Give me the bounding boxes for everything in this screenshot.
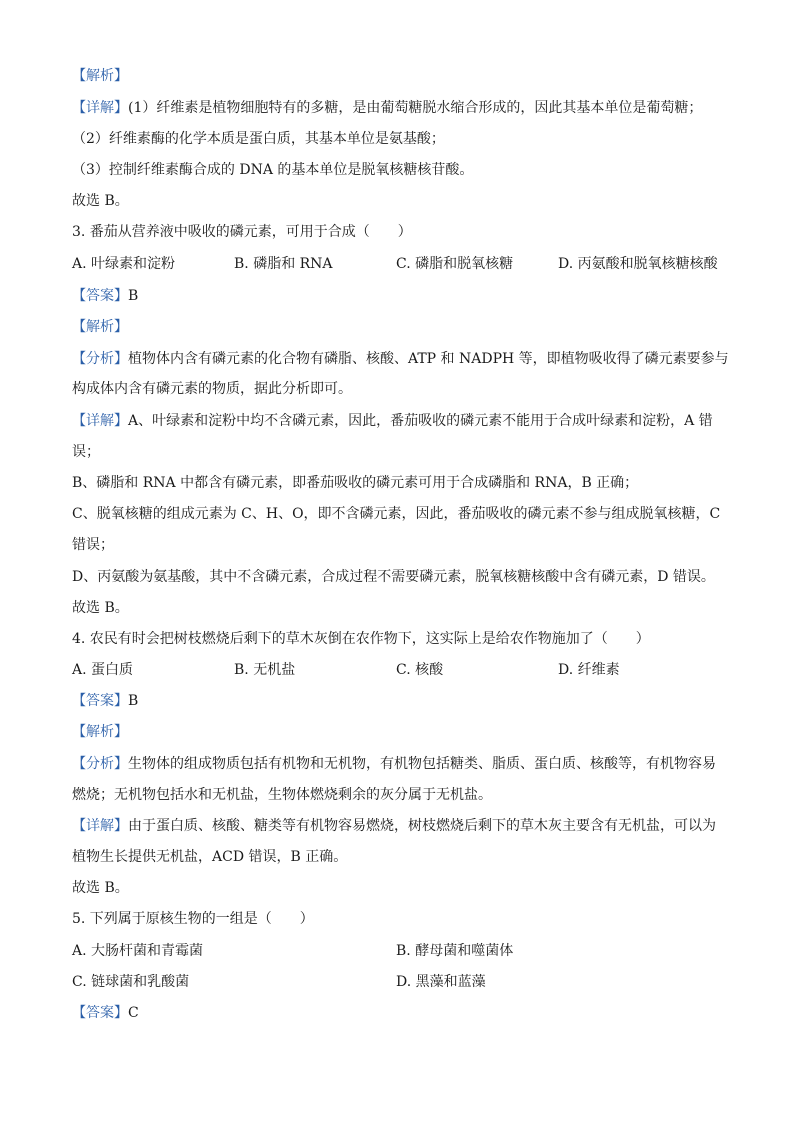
text-line <box>72 129 445 149</box>
text-line <box>72 286 138 306</box>
section-label: 【详解】 <box>72 413 128 429</box>
section-label: 【答案】 <box>72 693 128 709</box>
section-label: 【详解】 <box>72 818 128 834</box>
answer-option: D. 黑藻和蓝藻 <box>396 974 486 990</box>
line-text: 故选 B。 <box>72 880 129 896</box>
section-label: 【分析】 <box>72 351 128 367</box>
line-text: B <box>128 288 139 304</box>
line-text: 故选 B。 <box>72 600 129 616</box>
line-text: 植物体内含有磷元素的化合物有磷脂、核酸、ATP 和 NADPH 等，即植物吸收得了磷元素要参与 <box>128 351 729 367</box>
line-text: B、磷脂和 RNA 中都含有磷元素，即番茄吸收的磷元素可用于合成磷脂和 RNA，B 正确； <box>72 475 639 491</box>
line-text: D、丙氨酸为氨基酸，其中不含磷元素，合成过程不需要磷元素，脱氧核糖核酸中含有磷元素，D 错误。 <box>72 569 715 585</box>
answer-option: C. 链球菌和乳酸菌 <box>72 974 190 990</box>
text-line <box>72 473 638 493</box>
text-line <box>72 222 412 242</box>
answer-option: A. 蛋白质 <box>72 662 134 678</box>
line-text: 生物体的组成物质包括有机物和无机物，有机物包括糖类、脂质、蛋白质、核酸等，有机物容易 <box>128 756 716 772</box>
text-line <box>72 598 129 618</box>
text-line <box>72 816 716 836</box>
line-text: 故选 B。 <box>72 193 129 209</box>
line-text: 燃烧；无机物包括水和无机盐，生物体燃烧剩余的灰分属于无机盐。 <box>72 787 492 803</box>
answer-option: B. 磷脂和 RNA <box>234 256 333 272</box>
answer-option: B. 无机盐 <box>234 662 296 678</box>
text-line <box>72 878 129 898</box>
text-line <box>72 98 702 118</box>
line-text: 误； <box>72 444 100 460</box>
section-label: 【解析】 <box>72 68 128 84</box>
section-label: 【答案】 <box>72 1005 128 1021</box>
line-text: A、叶绿素和淀粉中均不含磷元素，因此，番茄吸收的磷元素不能用于合成叶绿素和淀粉，A 错 <box>128 413 713 429</box>
section-label: 【解析】 <box>72 319 128 335</box>
line-text: 由于蛋白质、核酸、糖类等有机物容易燃烧，树枝燃烧后剩下的草木灰主要含有无机盐，可以为 <box>128 818 716 834</box>
text-line <box>72 1003 139 1023</box>
text-line <box>72 160 473 180</box>
line-text: （3）控制纤维素酶合成的 DNA 的基本单位是脱氧核糖核苷酸。 <box>72 162 474 178</box>
text-line <box>72 379 352 399</box>
section-label: 【解析】 <box>72 724 128 740</box>
answer-option: D. 丙氨酸和脱氧核糖核酸 <box>558 256 718 272</box>
section-label: 【答案】 <box>72 288 128 304</box>
line-text: 3. 番茄从营养液中吸收的磷元素，可用于合成（ ） <box>72 224 412 240</box>
line-text: (1）纤维素是植物细胞特有的多糖，是由葡萄糖脱水缩合形成的，因此其基本单位是葡萄糖； <box>128 100 703 116</box>
line-text: 植物生长提供无机盐，ACD 错误，B 正确。 <box>72 849 348 865</box>
text-line <box>72 754 716 774</box>
text-line <box>72 191 129 211</box>
text-line <box>72 722 128 742</box>
text-line <box>72 349 729 369</box>
text-line <box>72 847 347 867</box>
text-line <box>72 629 650 649</box>
section-label: 【分析】 <box>72 756 128 772</box>
answer-option: C. 核酸 <box>396 662 444 678</box>
answer-option: B. 酵母菌和噬菌体 <box>396 943 514 959</box>
text-line <box>72 317 128 337</box>
text-line <box>72 909 314 929</box>
line-text: C、脱氧核糖的组成元素为 C、H、O，即不含磷元素，因此，番茄吸收的磷元素不参与组成脱氧核糖，C <box>72 506 721 522</box>
answer-option: C. 磷脂和脱氧核糖 <box>396 256 514 272</box>
text-line <box>72 411 713 431</box>
line-text: 构成体内含有磷元素的物质，据此分析即可。 <box>72 381 352 397</box>
answer-option: D. 纤维素 <box>558 662 620 678</box>
line-text: B <box>128 693 139 709</box>
text-line <box>72 567 715 587</box>
line-text: 4. 农民有时会把树枝燃烧后剩下的草木灰倒在农作物下，这实际上是给农作物施加了（ ） <box>72 631 650 647</box>
text-line <box>72 535 114 555</box>
line-text: 5. 下列属于原核生物的一组是（ ） <box>72 911 314 927</box>
text-line <box>72 504 720 524</box>
line-text: 错误； <box>72 537 114 553</box>
text-line <box>72 691 138 711</box>
section-label: 【详解】 <box>72 100 128 116</box>
line-text: （2）纤维素酶的化学本质是蛋白质，其基本单位是氨基酸； <box>72 131 445 147</box>
answer-option: A. 大肠杆菌和青霉菌 <box>72 943 204 959</box>
line-text: C <box>128 1005 139 1021</box>
text-line <box>72 442 100 462</box>
answer-option: A. 叶绿素和淀粉 <box>72 256 176 272</box>
text-line <box>72 785 492 805</box>
text-line <box>72 66 128 86</box>
